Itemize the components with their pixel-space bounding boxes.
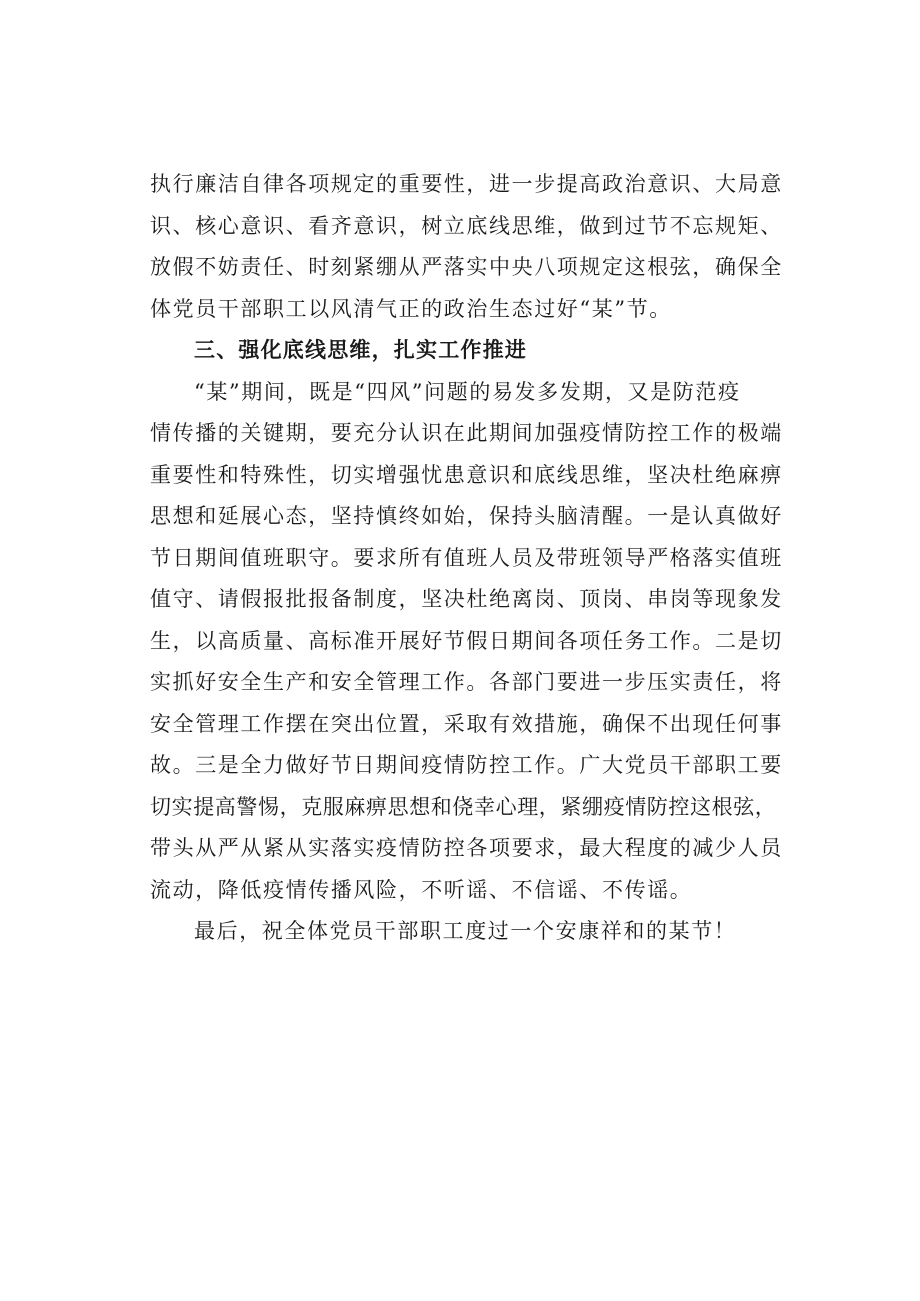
text-line: 流动，降低疫情传播风险，不听谣、不信谣、不传谣。 <box>150 877 693 902</box>
section-heading: 三、强化底线思维，扎实工作推进 <box>194 338 527 362</box>
text-line: 切实提高警惕，克服麻痹思想和侥幸心理，紧绷疫情防控这根弦， <box>150 794 777 819</box>
text-line: 体党员干部职工以风清气正的政治生态过好“某”节。 <box>150 296 672 321</box>
text-line: 执行廉洁自律各项规定的重要性，进一步提高政治意识、大局意 <box>150 172 783 196</box>
text-line: 带头从严从紧从实落实疫情防控各项要求，最大程度的减少人员 <box>150 836 783 860</box>
text-line: 安全管理工作摆在突出位置，采取有效措施，确保不出现任何事 <box>150 711 783 736</box>
text-line: 节日期间值班职守。要求所有值班人员及带班领导严格落实值班 <box>150 545 783 570</box>
text-line: 情传播的关键期，要充分认识在此期间加强疫情防控工作的极端 <box>150 421 783 445</box>
text-line: 思想和延展心态，坚持慎终如始，保持头脑清醒。一是认真做好 <box>150 504 783 528</box>
closing-paragraph: 最后，祝全体党员干部职工度过一个安康祥和的某节！ <box>194 919 737 943</box>
text-line: 实抓好安全生产和安全管理工作。各部门要进一步压实责任，将 <box>150 670 783 694</box>
text-line: 故。三是全力做好节日期间疫情防控工作。广大党员干部职工要 <box>150 753 783 777</box>
paragraph-main <box>150 372 810 912</box>
text-line: “某”期间，既是“四风”问题的易发多发期，又是防范疫 <box>194 379 741 404</box>
text-line: 识、核心意识、看齐意识，树立底线思维，做到过节不忘规矩、 <box>150 213 783 238</box>
text-line: 值守、请假报批报备制度，坚决杜绝离岗、顶岗、串岗等现象发 <box>150 587 783 611</box>
text-line: 生，以高质量、高标准开展好节假日期间各项任务工作。二是切 <box>150 628 783 653</box>
text-line: 重要性和特殊性，切实增强忧患意识和底线思维，坚决杜绝麻痹 <box>150 462 783 487</box>
text-line: 放假不妨责任、时刻紧绷从严落实中央八项规定这根弦，确保全 <box>150 255 783 279</box>
document-body <box>150 164 810 953</box>
paragraph-continued <box>150 164 810 330</box>
